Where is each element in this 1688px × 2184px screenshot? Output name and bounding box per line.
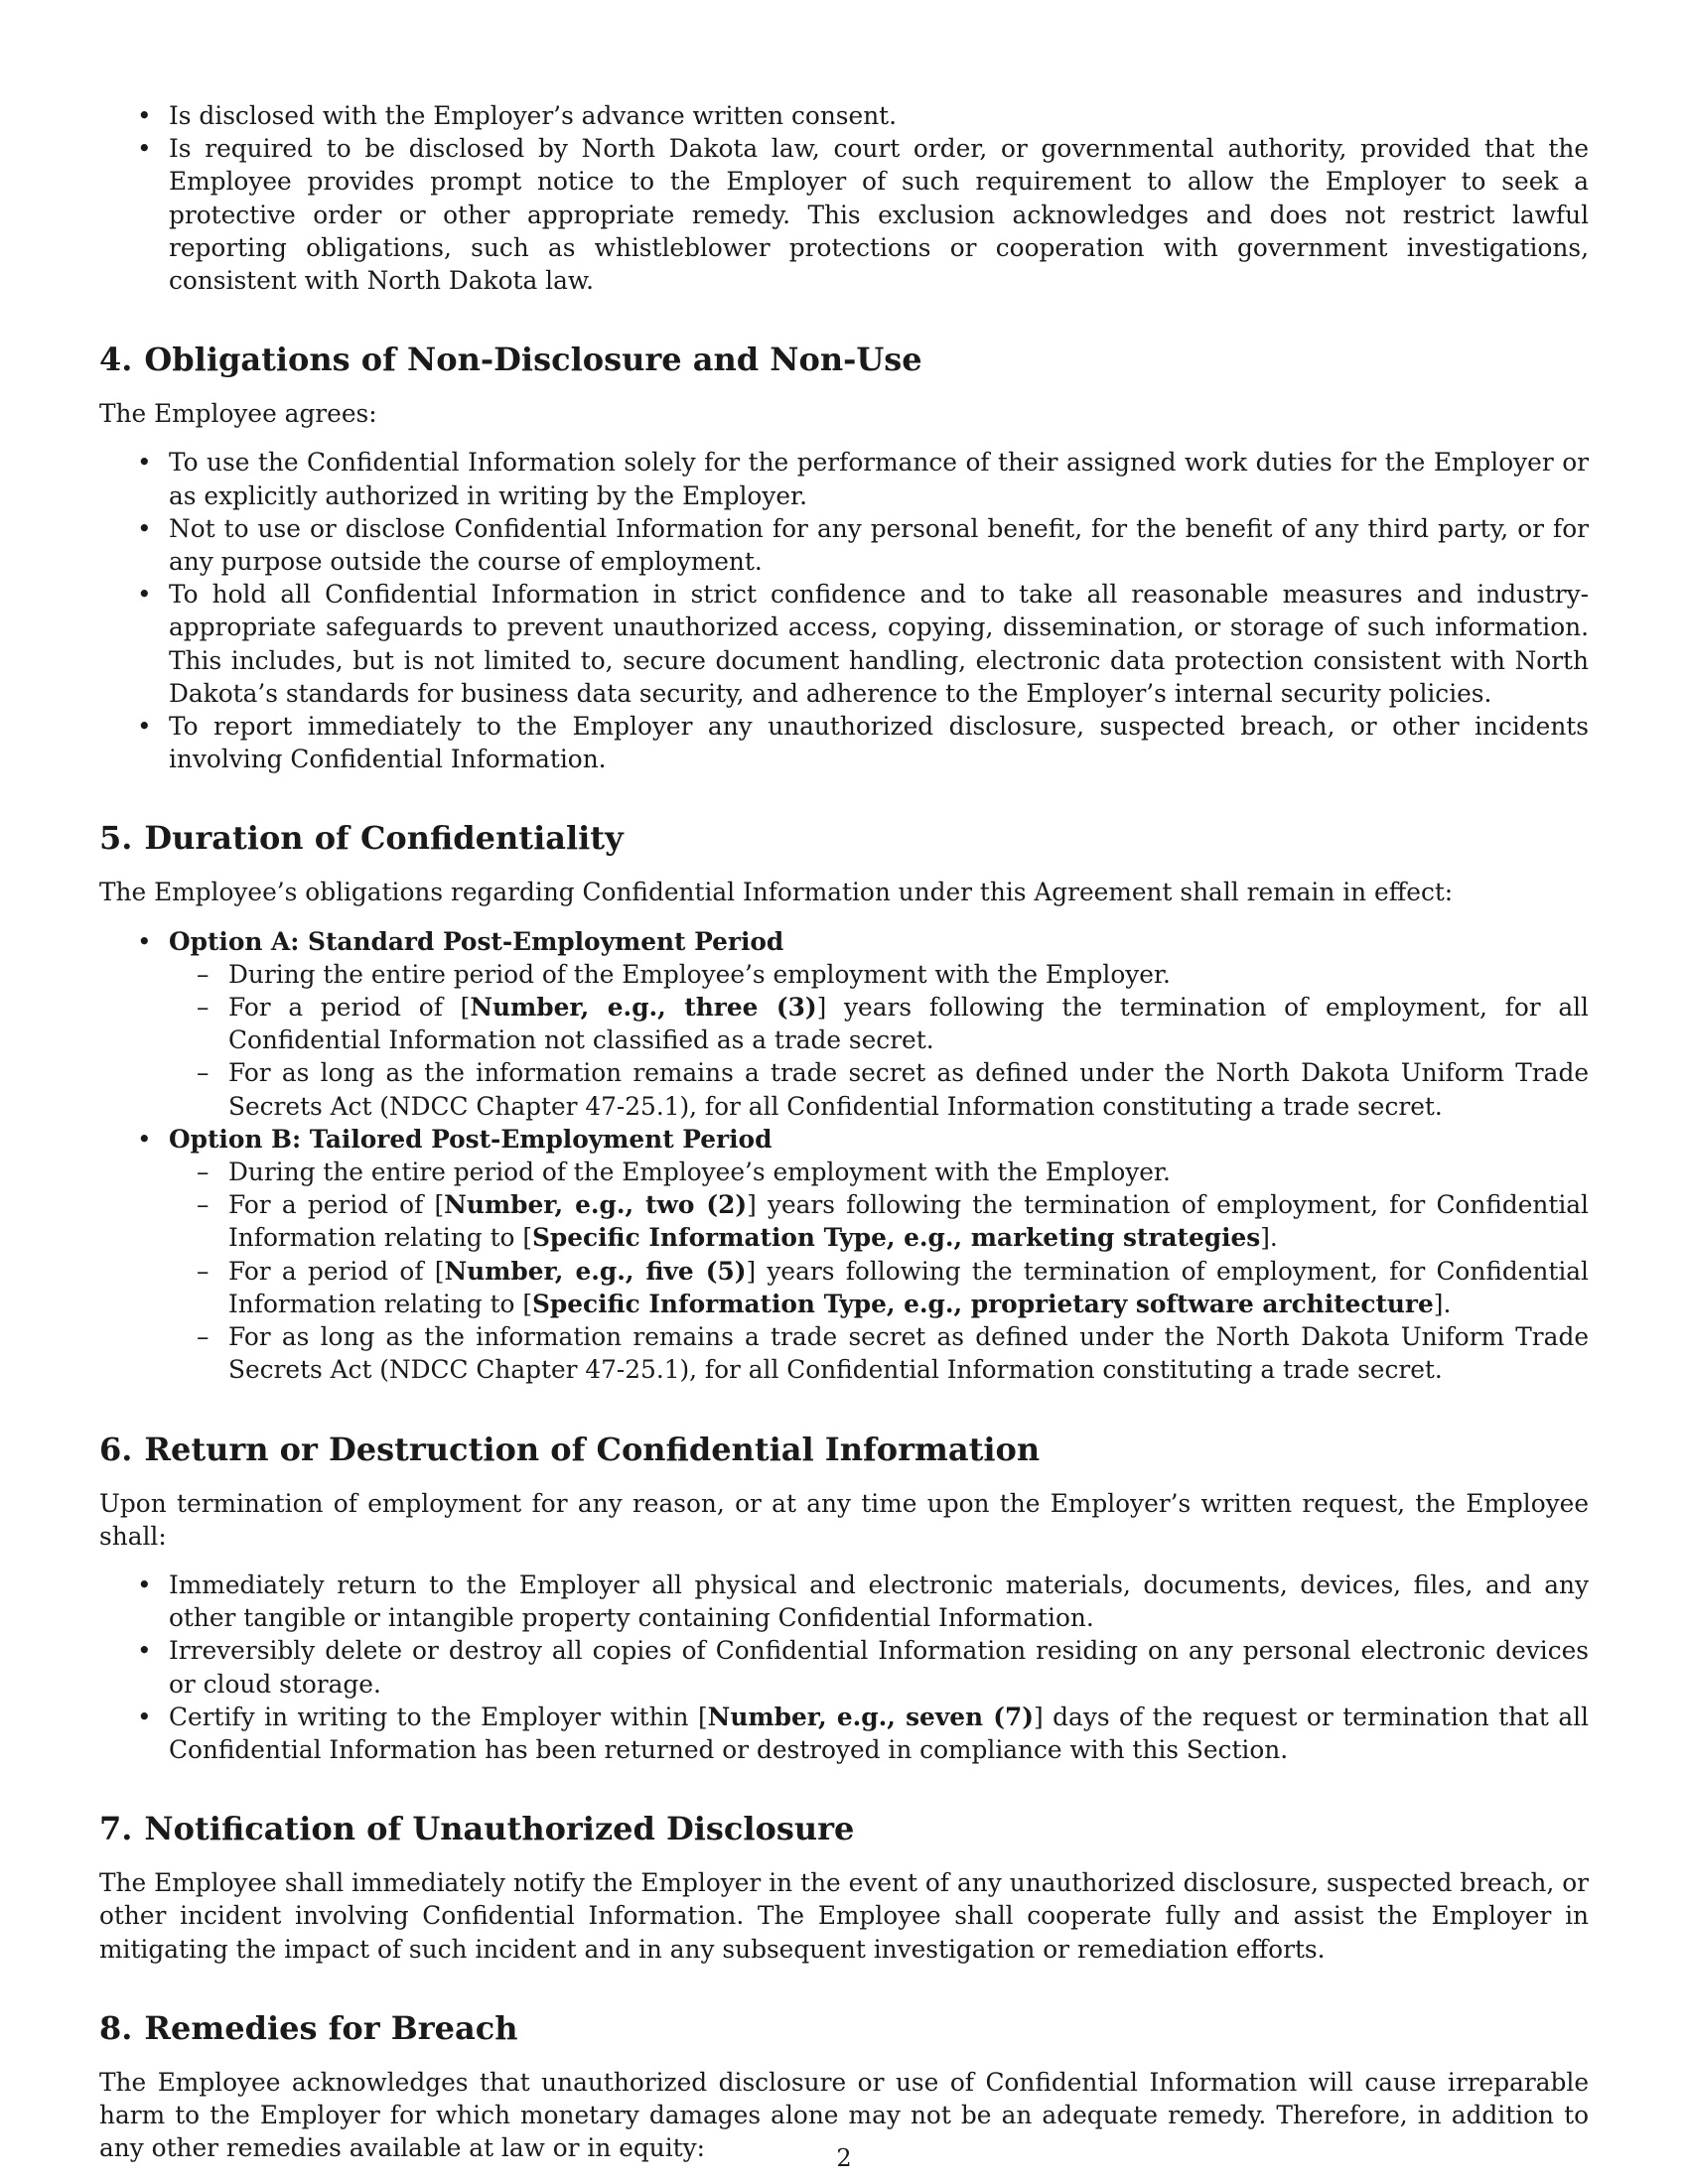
- text-run: For a period of [: [228, 1190, 445, 1220]
- section-8-heading: [99, 2008, 1589, 2048]
- text-run: ] years following the termination of employment, for Confidential Information relating to [: [228, 1190, 1589, 1253]
- section-4-heading: [99, 340, 1589, 379]
- option-b-list: [169, 1156, 1589, 1386]
- text-run: ] years following the termination of employment, for Confidential Information relating to [: [228, 1256, 1589, 1318]
- text-run: ].: [1260, 1223, 1278, 1253]
- section-7-body: The Employee shall immediately notify the Employer in the event of any unauthorized disclosure, suspected breach, or other incident involving Confidential Information. The Employee shall cooperate fully and assist the Employer in mitigating the impact of such incident and in any subsequent investigation or remediation efforts.: [99, 1868, 1589, 1964]
- text-run: For a period of [: [228, 1256, 445, 1286]
- option-a: [99, 925, 1589, 1123]
- section-number: 6.: [99, 1430, 133, 1468]
- section-5-options-list: [99, 925, 1589, 1387]
- document-page: [99, 99, 1589, 2163]
- option-b-title: Option B: Tailored Post-Employment Period: [169, 1124, 773, 1154]
- section-title: Duration of Confidentiality: [144, 819, 624, 858]
- list-item: • Not to use or disclose Confidential Information for any personal benefit, for the benefit of any third party, or for any purpose outside the course of employment.: [99, 512, 1589, 578]
- option-a-title: Option A: Standard Post-Employment Period: [169, 926, 784, 956]
- list-item: – For as long as the information remains a trade secret as defined under the North Dakota Uniform Trade Secrets Act (NDCC Chapter 47-25.1), for all Confidential Information constituting a trade secret.: [169, 1056, 1589, 1122]
- text-run: ] days of the request or termination that all Confidential Information has been returned or destroyed in compliance with this Section.: [169, 1702, 1589, 1764]
- section-number: 7.: [99, 1810, 133, 1848]
- list-item: • To hold all Confidential Information in strict confidence and to take all reasonable measures and industry-appropriate safeguards to prevent unauthorized access, copying, dissemination, or storage of such information. This includes, but is not limited to, secure document handling, electronic data protection consistent with North Dakota’s standards for business data security, and adherence to the Employer’s internal security policies.: [99, 578, 1589, 710]
- list-item: [169, 991, 1589, 1056]
- text-run: ] years following the termination of employment, for all Confidential Information not classified as a trade secret.: [228, 993, 1589, 1055]
- list-item: [99, 1701, 1589, 1766]
- text-run: Certify in writing to the Employer within [: [169, 1702, 708, 1731]
- section-6-heading: [99, 1430, 1589, 1469]
- section-title: Remedies for Breach: [144, 2008, 518, 2047]
- section-5-heading: [99, 818, 1589, 858]
- section-4-bullet-list: [99, 446, 1589, 775]
- placeholder-field: Specific Information Type, e.g., proprietary software architecture: [532, 1289, 1434, 1318]
- placeholder-field: Number, e.g., two (2): [444, 1190, 748, 1220]
- text-run: ].: [1433, 1289, 1452, 1318]
- section-number: 4.: [99, 341, 133, 379]
- section-6-bullet-list: [99, 1569, 1589, 1766]
- section-8-body: The Employee acknowledges that unauthorized disclosure or use of Confidential Information will cause irreparable harm to the Employer for which monetary damages alone may not be an adequate remedy. Therefore, in addition to any other remedies available at law or in equity:: [99, 2067, 1589, 2163]
- option-b: [99, 1123, 1589, 1387]
- placeholder-field: Specific Information Type, e.g., marketing strategies: [532, 1223, 1261, 1253]
- section-title: Return or Destruction of Confidential Information: [144, 1430, 1041, 1468]
- list-item: • To use the Confidential Information solely for the performance of their assigned work duties for the Employer or as explicitly authorized in writing by the Employer.: [99, 446, 1589, 511]
- section-6-lead: Upon termination of employment for any reason, or at any time upon the Employer’s written request, the Employee shall:: [99, 1488, 1589, 1551]
- list-item: [169, 1255, 1589, 1320]
- section-4-lead: The Employee agrees:: [99, 399, 377, 429]
- list-item: – During the entire period of the Employee’s employment with the Employer.: [169, 958, 1589, 991]
- option-a-list: [169, 958, 1589, 1123]
- text-run: For a period of [: [228, 993, 471, 1023]
- list-item: • Is required to be disclosed by North Dakota law, court order, or governmental authority, provided that the Employee provides prompt notice to the Employer of such requirement to allow the Employer to seek a protective order or other appropriate remedy. This exclusion acknowledges and does not restrict lawful reporting obligations, such as whistleblower protections or cooperation with government investigations, consistent with North Dakota law.: [99, 132, 1589, 297]
- placeholder-field: Number, e.g., five (5): [444, 1256, 747, 1286]
- list-item: • Irreversibly delete or destroy all copies of Confidential Information residing on any personal electronic devices or cloud storage.: [99, 1634, 1589, 1700]
- section-7-heading: [99, 1809, 1589, 1848]
- section-title: Notification of Unauthorized Disclosure: [144, 1810, 855, 1848]
- section-number: 8.: [99, 2008, 133, 2047]
- section-5-lead: The Employee’s obligations regarding Confidential Information under this Agreement shall remain in effect:: [99, 878, 1454, 907]
- placeholder-field: Number, e.g., three (3): [470, 993, 817, 1023]
- list-item: – During the entire period of the Employee’s employment with the Employer.: [169, 1156, 1589, 1188]
- list-item: • Is disclosed with the Employer’s advance written consent.: [99, 99, 1589, 132]
- intro-bullet-list: [99, 99, 1589, 297]
- placeholder-field: Number, e.g., seven (7): [707, 1702, 1034, 1731]
- section-number: 5.: [99, 819, 133, 858]
- page-number: 2: [836, 2144, 852, 2172]
- list-item: • To report immediately to the Employer any unauthorized disclosure, suspected breach, or other incidents involving Confidential Information.: [99, 710, 1589, 775]
- list-item: • Immediately return to the Employer all physical and electronic materials, documents, devices, files, and any other tangible or intangible property containing Confidential Information.: [99, 1569, 1589, 1634]
- list-item: – For as long as the information remains a trade secret as defined under the North Dakota Uniform Trade Secrets Act (NDCC Chapter 47-25.1), for all Confidential Information constituting a trade secret.: [169, 1320, 1589, 1386]
- list-item: [169, 1188, 1589, 1254]
- section-title: Obligations of Non-Disclosure and Non-Use: [144, 341, 922, 379]
